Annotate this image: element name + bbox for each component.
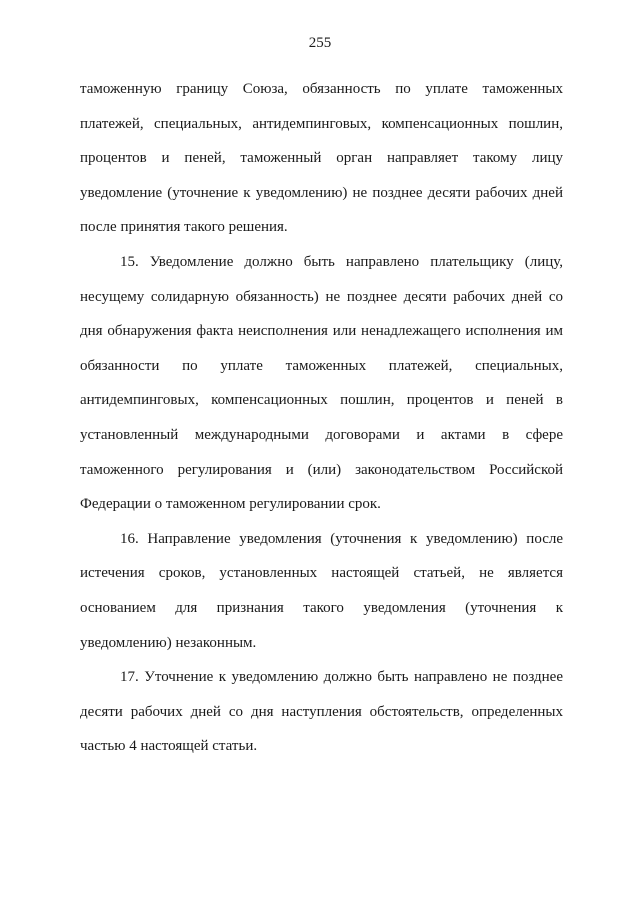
paragraph-17: 17. Уточнение к уведомлению должно быть направлено не позднее десяти рабочих дней со дня наступления обстоятельств, определенных частью 4 настоящей статьи. <box>80 669 563 755</box>
document-body <box>80 72 563 764</box>
paragraph-15: 15. Уведомление должно быть направлено плательщику (лицу, несущему солидарную обязанность) не позднее десяти рабочих дней со дня обнаружения факта неисполнения или ненадлежащего исполнения им обязанности по уплате таможенных платежей, специальных, антидемпинговых, компенсационных пошлин, процентов и пеней в установленный международными договорами и актами в сфере таможенного регулирования и (или) законодательством Российской Федерации о таможенном регулировании срок. <box>80 253 563 513</box>
paragraph-16: 16. Направление уведомления (уточнения к уведомлению) после истечения сроков, установленных настоящей статьей, не является основанием для признания такого уведомления (уточнения к уведомлению) незаконным. <box>80 530 563 651</box>
paragraph-continuation: таможенную границу Союза, обязанность по уплате таможенных платежей, специальных, антидемпинговых, компенсационных пошлин, процентов и пеней, таможенный орган направляет такому лицу уведомление (уточнение к уведомлению) не позднее десяти рабочих дней после принятия такого решения. <box>80 81 563 236</box>
page-number: 255 <box>308 35 332 51</box>
